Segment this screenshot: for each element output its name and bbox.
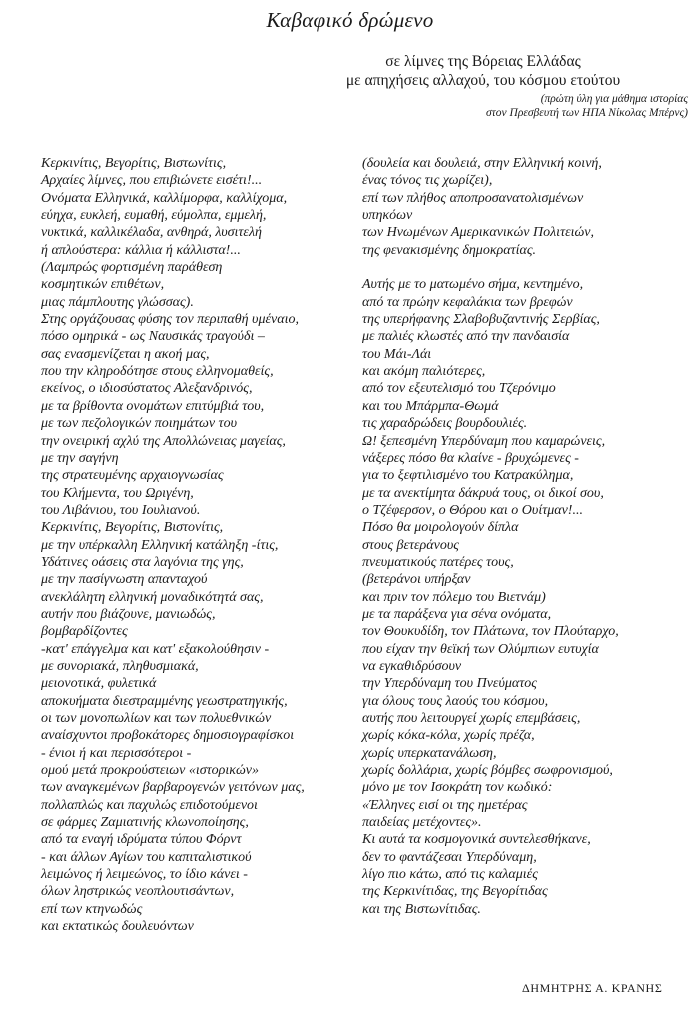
poem-line: του Κλήμεντα, του Ωριγένη, bbox=[41, 485, 194, 501]
poem-line: ο Τζέφερσον, ο Θόρου και ο Ουίτμαν!... bbox=[362, 502, 583, 518]
poem-line: επί των κτηνωδώς bbox=[41, 901, 143, 917]
poem-line: Κι αυτά τα κοσμογονικά συντελεσθήκανε, bbox=[362, 832, 591, 848]
author-signature: ΔΗΜΗΤΡΗΣ Α. ΚΡΑΝΗΣ bbox=[522, 981, 663, 995]
poem-line: για το ξεφτιλισμένο του Κατρακύλημα, bbox=[362, 468, 574, 484]
poem-title: Καβαφικό δρώμενο bbox=[266, 8, 434, 32]
poem-line: δεν το φαντάζεσαι Υπερδύναμη, bbox=[362, 849, 537, 865]
poem-line: με παλιές κλωστές από την πανδαισία bbox=[362, 329, 570, 345]
poem-line: Υδάτινες οάσεις στα λαγόνια της γης, bbox=[41, 554, 244, 570]
poem-line: λίγο πιο κάτω, από τις καλαμιές bbox=[362, 867, 538, 883]
poem-line: πνευματικούς πατέρες τους, bbox=[362, 554, 514, 570]
poem-line: επί των πλήθος αποπροσανατολισμένων bbox=[362, 190, 584, 206]
poem-line: με τα βρίθοντα ονομάτων επιτύμβιά του, bbox=[41, 398, 265, 414]
poem-line: την Υπερδύναμη του Πνεύματος bbox=[362, 676, 537, 692]
poem-line: για όλους τους λαούς του κόσμου, bbox=[362, 693, 549, 709]
poem-line: του Λιβάνιου, του Ιουλιανού. bbox=[41, 502, 201, 518]
poem-line: και της Βιστωνίτιδας. bbox=[362, 901, 481, 917]
poem-left-column bbox=[41, 155, 361, 935]
poem-line: και του Μπάρμπα-Θωμά bbox=[362, 398, 499, 414]
poem-line: κοσμητικών επιθέτων, bbox=[41, 277, 165, 293]
poem-line: τις χαραδρώδεις βουρδουλιές. bbox=[362, 416, 528, 432]
poem-line: με τα παράξενα για σένα ονόματα, bbox=[362, 606, 552, 622]
poem-line: παιδείας μετέχοντες». bbox=[362, 815, 482, 831]
poem-line: βομβαρδίζοντες bbox=[41, 624, 128, 640]
poem-line: μόνο με τον Ισοκράτη τον κωδικό: bbox=[362, 780, 553, 796]
poem-line: χωρίς δολλάρια, χωρίς βόμβες σωφρονισμού, bbox=[362, 763, 613, 779]
poem-line: που την κληροδότησε στους ελληνομαθείς, bbox=[41, 364, 274, 380]
poem-line: (Λαμπρώς φορτισμένη παράθεση bbox=[41, 260, 223, 276]
note-line: στον Πρεσβευτή των ΗΠΑ Νίκολας Μπέρνς) bbox=[486, 107, 688, 119]
poem-line: τον Θουκυδίδη, τον Πλάτωνα, τον Πλούταρχο, bbox=[362, 624, 619, 640]
poem-line: εύηχα, ευκλεή, ευμαθή, εύμολπα, εμμελή, bbox=[41, 208, 267, 224]
poem-line: ή απλούστερα: κάλλια ή κάλλιστα!... bbox=[41, 242, 241, 258]
poem-line: Ω! ξεπεσμένη Υπερδύναμη που καμαρώνεις, bbox=[362, 433, 606, 449]
poem-line: από τα εναγή ιδρύματα τύπου Φόρντ bbox=[41, 832, 242, 848]
poem-line: Αρχαίες λίμνες, που επιβιώνετε εισέτι!... bbox=[41, 173, 263, 189]
poem-line: οι των μονοπωλίων και των πολυεθνικών bbox=[41, 711, 272, 726]
poem-line: -κατ' επάγγελμα και κατ' εξακολούθησιν - bbox=[41, 641, 270, 657]
note-line: (πρώτη ύλη για μάθημα ιστορίας bbox=[540, 93, 688, 105]
poem-line: Κερκινίτις, Βεγορίτις, Βιστονίτις, bbox=[41, 520, 224, 536]
poem-line: των Ηνωμένων Αμερικανικών Πολιτειών, bbox=[362, 225, 594, 241]
poem-line: νάξερες πόσο θα κλαίνε - βρυχώμενες - bbox=[362, 450, 579, 466]
subtitle-line: σε λίμνες της Βόρειας Ελλάδας bbox=[385, 53, 581, 70]
poem-line: αυτήν που βιάζουνε, μανιωδώς, bbox=[41, 606, 216, 622]
poem-line: ανεκλάλητη ελληνική μοναδικότητά σας, bbox=[41, 589, 264, 605]
poem-line: Πόσο θα μοιρολογούν δίπλα bbox=[362, 520, 519, 536]
poem-line: της Κερκινίτιδας, της Βεγορίτιδας bbox=[362, 884, 548, 900]
poem-line: όλων ληστρικώς νεοπλουτισάντων, bbox=[41, 884, 235, 900]
poem-line: (βετεράνοι υπήρξαν bbox=[362, 572, 471, 588]
poem-line: με συνοριακά, πληθυσμιακά, bbox=[41, 658, 199, 674]
poem-line: υπηκόων bbox=[362, 208, 413, 224]
poem-line: στους βετεράνους bbox=[362, 537, 459, 553]
poem-line: σε φάρμες Ζαμιατινής κλωνοποίησης, bbox=[41, 815, 249, 831]
poem-line: της υπερήφανης Σλαβοβυζαντινής Σερβίας, bbox=[362, 312, 600, 328]
poem-line: - και άλλων Αγίων του καπιταλιστικού bbox=[41, 849, 252, 865]
poem-line: νυκτικά, καλλικέλαδα, ανθηρά, λυσιτελή bbox=[41, 225, 262, 241]
poem-line: και ακόμη παλιότερες, bbox=[362, 364, 486, 380]
poem-line: σας ενασμενίζεται η ακοή μας, bbox=[41, 346, 210, 362]
poem-line: (δουλεία και δουλειά, στην Ελληνική κοινή, bbox=[362, 156, 602, 171]
poem-line: και πριν τον πόλεμο του Βιετνάμ) bbox=[362, 589, 546, 605]
poem-line: του Μάι-Λάι bbox=[362, 346, 432, 362]
poem-line: πόσο ομηρικά - ως Ναυσικάς τραγούδι – bbox=[41, 329, 265, 345]
poem-line: με των πεζολογικών ποιημάτων του bbox=[41, 416, 237, 432]
poem-line: «Έλληνες εισί οι της ημετέρας bbox=[362, 797, 528, 813]
poem-line: Κερκινίτις, Βεγορίτις, Βιστωνίτις, bbox=[41, 156, 227, 171]
poem-line: λειμώνος ή λειμεώνος, το ίδιο κάνει - bbox=[41, 867, 248, 883]
poem-line: Στης οργάζουσας φύσης τον περιπαθή υμέναιο, bbox=[41, 312, 299, 328]
poem-line: αναίσχυντοι προβοκάτορες δημοσιογραφίσκοι bbox=[41, 728, 295, 744]
poem-line: της στρατευμένης αρχαιογνωσίας bbox=[41, 468, 224, 484]
poem-line: εκείνος, ο ιδιοσύστατος Αλεξανδρινός, bbox=[41, 381, 253, 397]
subtitle-line: με απηχήσεις αλλαχού, του κόσμου ετούτου bbox=[345, 72, 621, 89]
poem-line: της φενακισμένης δημοκρατίας. bbox=[362, 242, 537, 258]
poem-line: αποκυήματα διεστραμμένης γεωστρατηγικής, bbox=[41, 693, 288, 709]
poem-line: χωρίς υπερκατανάλωση, bbox=[362, 745, 497, 761]
poem-line: από τα πρώην κεφαλάκια των βρεφών bbox=[362, 294, 573, 310]
poem-line: να εγκαθιδρύσουν bbox=[362, 658, 462, 674]
poem-line bbox=[362, 259, 682, 276]
poem-line: με τα ανεκτίμητα δάκρυά τους, οι δικοί σου, bbox=[362, 485, 604, 501]
poem-line: - ένιοι ή και περισσότεροι - bbox=[41, 745, 192, 761]
poem-line: από τον εξευτελισμό του Τζερόνιμο bbox=[362, 381, 556, 397]
poem-right-column bbox=[362, 155, 682, 918]
poem-line: ομού μετά προκρούστειων «ιστορικών» bbox=[41, 763, 259, 779]
poem-line: μειονοτικά, φυλετικά bbox=[41, 676, 157, 692]
poem-line: την ονειρική αχλύ της Απολλώνειας μαγείας, bbox=[41, 433, 286, 449]
poem-line: ένας τόνος τις χωρίζει), bbox=[362, 173, 493, 189]
poem-line: Ονόματα Ελληνικά, καλλίμορφα, καλλίχομα, bbox=[41, 190, 288, 206]
poem-line: πολλαπλώς και παχυλώς επιδοτούμενοι bbox=[41, 797, 258, 813]
poem-line: των αναγκεμένων βαρβαρογενών γειτόνων μας, bbox=[41, 780, 305, 796]
poem-subtitle bbox=[318, 52, 648, 90]
poem-line: Αυτής με το ματωμένο σήμα, κεντημένο, bbox=[362, 277, 584, 293]
poem-line: που είχαν την θεϊκή των Ολύμπιων ευτυχία bbox=[362, 641, 599, 657]
poem-line: με την σαγήνη bbox=[41, 450, 119, 466]
poem-line: και εκτατικώς δουλευόντων bbox=[41, 919, 194, 935]
poem-line: με την υπέρκαλλη Ελληνική κατάληξη -ίτις, bbox=[41, 537, 279, 553]
poem-line: με την πασίγνωστη απανταχού bbox=[41, 572, 208, 588]
poem-line: αυτής που λειτουργεί χωρίς επεμβάσεις, bbox=[362, 711, 581, 726]
poem-line: χωρίς κόκα-κόλα, χωρίς πρέζα, bbox=[362, 728, 535, 744]
dedication-note bbox=[486, 92, 688, 120]
poem-line: μιας πάμπλουτης γλώσσας). bbox=[41, 294, 194, 310]
